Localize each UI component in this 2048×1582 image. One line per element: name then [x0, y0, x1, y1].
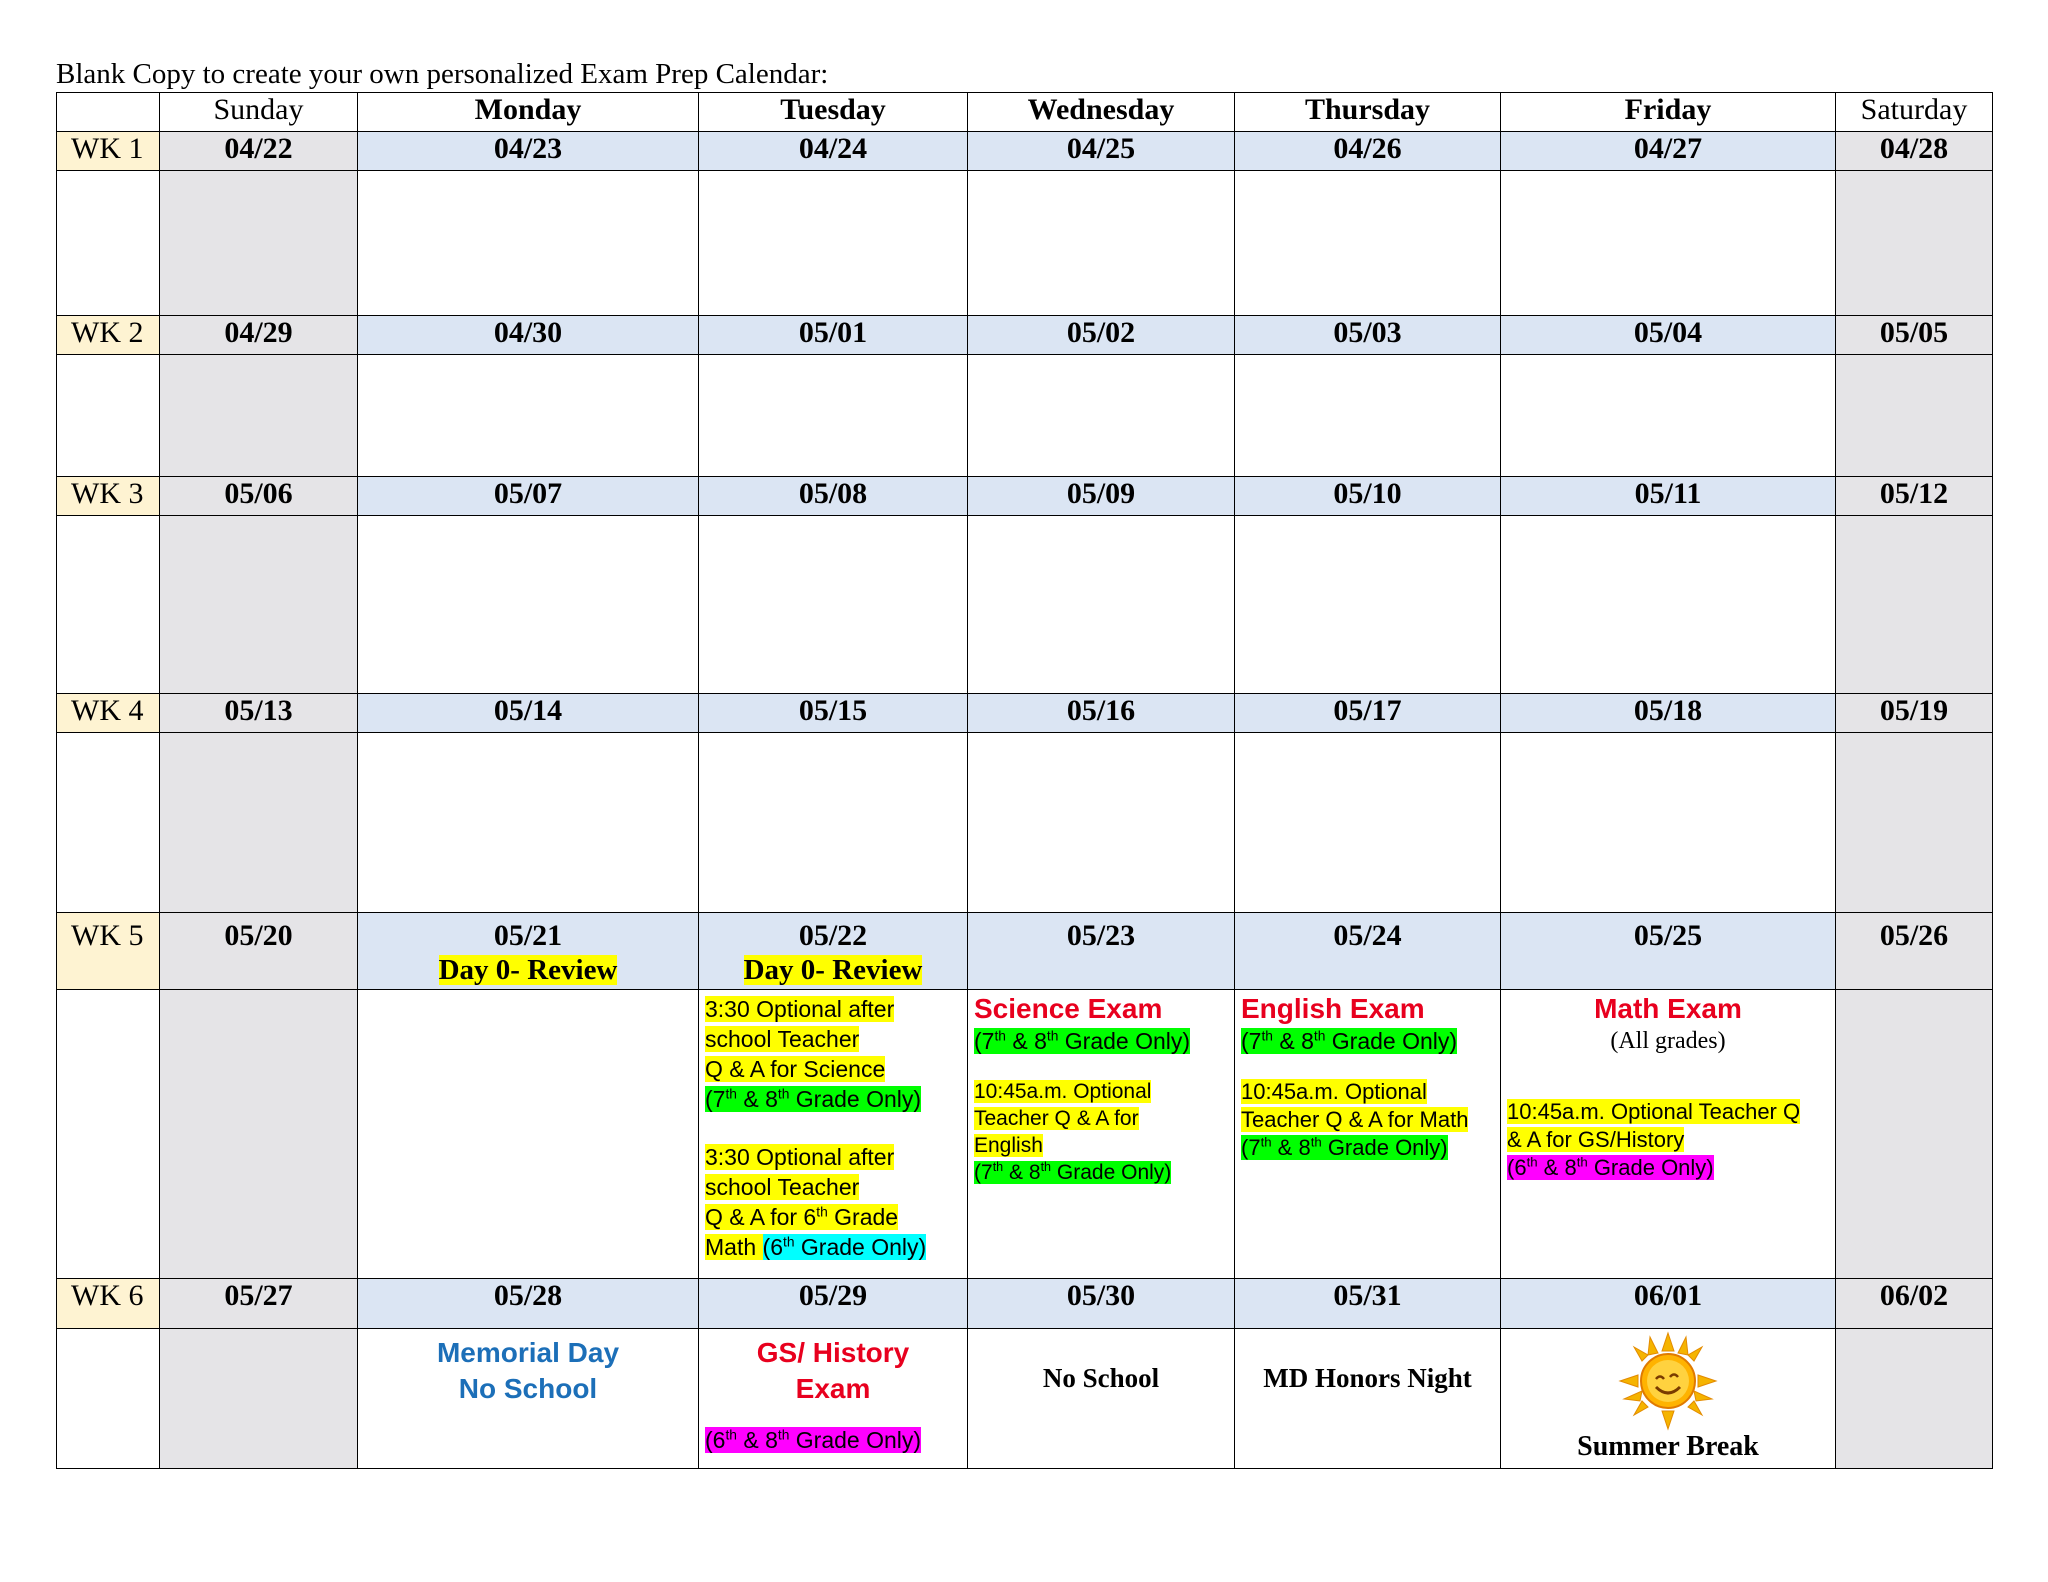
- date-cell: 05/18: [1501, 694, 1836, 733]
- day-cell[interactable]: [358, 1329, 699, 1469]
- day-cell[interactable]: [968, 990, 1235, 1279]
- date-cell: 05/28: [358, 1279, 699, 1329]
- date-cell: 05/26: [1836, 913, 1993, 990]
- note-line: Q & A for 6th Grade: [705, 1204, 899, 1230]
- day-cell[interactable]: [1235, 733, 1501, 913]
- date-cell: 06/01: [1501, 1279, 1836, 1329]
- date-cell: 05/05: [1836, 316, 1993, 355]
- science-exam-label: Science Exam: [974, 993, 1163, 1024]
- day-cell[interactable]: [1836, 990, 1993, 1279]
- note-line: school Teacher: [705, 1174, 860, 1200]
- date-text: 05/21: [493, 919, 563, 952]
- date-cell: 05/23: [968, 913, 1235, 990]
- page-title: Blank Copy to create your own personalized Exam Prep Calendar:: [56, 58, 829, 90]
- exam-calendar: [56, 92, 1993, 1469]
- day-cell[interactable]: [699, 733, 968, 913]
- blank-cell: [57, 355, 160, 477]
- all-grades-label: (All grades): [1610, 1028, 1726, 1054]
- day-cell[interactable]: [160, 171, 358, 316]
- week-6-dates: [57, 1279, 1993, 1329]
- week-1-dates: [57, 132, 1993, 171]
- day-cell[interactable]: [1836, 733, 1993, 913]
- day-cell[interactable]: [968, 171, 1235, 316]
- day-wednesday: Wednesday: [968, 93, 1235, 132]
- day-cell[interactable]: [1235, 990, 1501, 1279]
- date-cell: 04/22: [160, 132, 358, 171]
- week-4-body: [57, 733, 1993, 913]
- grade-note: (7th & 8th Grade Only): [1241, 1028, 1458, 1054]
- day-cell[interactable]: [1836, 1329, 1993, 1469]
- date-cell: 05/04: [1501, 316, 1836, 355]
- week-5-dates: [57, 913, 1993, 990]
- week-3-dates: [57, 477, 1993, 516]
- date-cell: 05/31: [1235, 1279, 1501, 1329]
- week-5-body: [57, 990, 1993, 1279]
- date-cell: 04/28: [1836, 132, 1993, 171]
- day-cell[interactable]: [699, 171, 968, 316]
- summer-break-label: Summer Break: [1577, 1431, 1759, 1462]
- date-cell: 05/14: [358, 694, 699, 733]
- date-cell: 04/27: [1501, 132, 1836, 171]
- date-cell: 05/17: [1235, 694, 1501, 733]
- date-cell: 05/19: [1836, 694, 1993, 733]
- day-cell[interactable]: [160, 355, 358, 477]
- day-cell[interactable]: [699, 516, 968, 694]
- gs-history-exam-label: GS/ History Exam: [756, 1337, 910, 1404]
- week-1-body: [57, 171, 1993, 316]
- day-cell[interactable]: [358, 733, 699, 913]
- date-cell: [358, 913, 699, 990]
- day-cell[interactable]: [358, 516, 699, 694]
- date-cell: 05/30: [968, 1279, 1235, 1329]
- grade-note: (6th & 8th Grade Only): [1507, 1154, 1714, 1180]
- blank-cell: [57, 990, 160, 1279]
- grade-note: (7th & 8th Grade Only): [1241, 1134, 1448, 1160]
- date-cell: [699, 913, 968, 990]
- day-monday: Monday: [358, 93, 699, 132]
- day-cell[interactable]: [968, 355, 1235, 477]
- day-cell[interactable]: [1235, 1329, 1501, 1469]
- grade-note: (7th & 8th Grade Only): [974, 1160, 1172, 1184]
- day-cell[interactable]: [1501, 990, 1836, 1279]
- date-cell: 04/30: [358, 316, 699, 355]
- memorial-day-label: Memorial Day No School: [436, 1337, 620, 1404]
- date-cell: 05/25: [1501, 913, 1836, 990]
- date-cell: 05/09: [968, 477, 1235, 516]
- date-cell: 05/12: [1836, 477, 1993, 516]
- day-cell[interactable]: [1235, 516, 1501, 694]
- week-label: WK 3: [57, 477, 160, 516]
- english-exam-label: English Exam: [1241, 993, 1425, 1024]
- day-cell[interactable]: [1501, 171, 1836, 316]
- day-cell[interactable]: [1836, 171, 1993, 316]
- day-cell[interactable]: [160, 990, 358, 1279]
- day-cell[interactable]: [160, 516, 358, 694]
- day-tuesday: Tuesday: [699, 93, 968, 132]
- date-cell: 05/01: [699, 316, 968, 355]
- week-label: WK 1: [57, 132, 160, 171]
- week-3-body: [57, 516, 1993, 694]
- day-friday: Friday: [1501, 93, 1836, 132]
- week-2-body: [57, 355, 1993, 477]
- date-cell: 04/24: [699, 132, 968, 171]
- day-cell[interactable]: [968, 733, 1235, 913]
- note-line: 3:30 Optional after: [705, 996, 895, 1022]
- date-cell: 05/20: [160, 913, 358, 990]
- grade-note: (6th Grade Only): [762, 1234, 927, 1260]
- day-saturday: Saturday: [1836, 93, 1993, 132]
- day-cell[interactable]: [358, 990, 699, 1279]
- grade-note: (7th & 8th Grade Only): [974, 1028, 1191, 1054]
- date-cell: 04/26: [1235, 132, 1501, 171]
- wednesday-notes: Science Exam (7th & 8th Grade Only) 10:45a.m. Optional Teacher Q & A for English (7th & 8th Grade Only): [968, 990, 1234, 1190]
- day-sunday: Sunday: [160, 93, 358, 132]
- day-cell[interactable]: [699, 355, 968, 477]
- date-cell: 05/29: [699, 1279, 968, 1329]
- date-cell: 05/24: [1235, 913, 1501, 990]
- gs-history-grade-note: (6th & 8th Grade Only): [705, 1427, 922, 1453]
- week-6-body: [57, 1329, 1993, 1469]
- day-cell[interactable]: [968, 1329, 1235, 1469]
- date-text: 05/22: [798, 919, 868, 952]
- date-cell: 05/15: [699, 694, 968, 733]
- day-cell[interactable]: [1836, 516, 1993, 694]
- week-label: WK 4: [57, 694, 160, 733]
- date-cell: 04/23: [358, 132, 699, 171]
- day-cell[interactable]: [358, 355, 699, 477]
- date-cell: 05/16: [968, 694, 1235, 733]
- note-line: 3:30 Optional after: [705, 1144, 895, 1170]
- day-cell[interactable]: [160, 1329, 358, 1469]
- note-line: Q & A for Science: [705, 1056, 886, 1082]
- blank-cell: [57, 1329, 160, 1469]
- day0-review-tag: Day 0- Review: [438, 954, 618, 986]
- day-cell[interactable]: [1501, 733, 1836, 913]
- date-cell: 05/07: [358, 477, 699, 516]
- date-cell: 05/11: [1501, 477, 1836, 516]
- blank-cell: [57, 516, 160, 694]
- day-cell[interactable]: [358, 171, 699, 316]
- grade-note: (7th & 8th Grade Only): [705, 1086, 922, 1112]
- week-label: WK 6: [57, 1279, 160, 1329]
- friday-notes: 10:45a.m. Optional Teacher Q & A for GS/History (6th & 8th Grade Only): [1507, 1099, 1801, 1180]
- blank-cell: [57, 171, 160, 316]
- day-cell[interactable]: [1501, 516, 1836, 694]
- week-2-dates: [57, 316, 1993, 355]
- date-cell: 05/06: [160, 477, 358, 516]
- day-cell[interactable]: [1235, 171, 1501, 316]
- day-cell[interactable]: [160, 733, 358, 913]
- date-cell: 06/02: [1836, 1279, 1993, 1329]
- day0-review-tag: Day 0- Review: [743, 954, 923, 986]
- week-label: WK 5: [57, 913, 160, 990]
- week-4-dates: [57, 694, 1993, 733]
- day-cell[interactable]: [699, 990, 968, 1279]
- date-cell: 04/29: [160, 316, 358, 355]
- thursday-notes: English Exam (7th & 8th Grade Only) 10:45a.m. Optional Teacher Q & A for Math (7th & 8th Grade Only): [1235, 990, 1500, 1166]
- tuesday-notes: [699, 990, 967, 1266]
- date-cell: 05/27: [160, 1279, 358, 1329]
- blank-cell: [57, 733, 160, 913]
- day-cell[interactable]: [1235, 355, 1501, 477]
- date-cell: 05/08: [699, 477, 968, 516]
- note-line: Math: [705, 1234, 763, 1260]
- day-cell[interactable]: [1836, 355, 1993, 477]
- day-header-row: [57, 93, 1993, 132]
- day-cell[interactable]: [1501, 355, 1836, 477]
- day-cell[interactable]: [1501, 1329, 1836, 1469]
- date-cell: 05/02: [968, 316, 1235, 355]
- sun-icon: [1618, 1331, 1718, 1431]
- date-cell: 05/03: [1235, 316, 1501, 355]
- honors-night-label: MD Honors Night: [1263, 1363, 1472, 1393]
- date-cell: 05/10: [1235, 477, 1501, 516]
- date-cell: 05/13: [160, 694, 358, 733]
- date-cell: 04/25: [968, 132, 1235, 171]
- math-exam-label: Math Exam: [1594, 993, 1742, 1024]
- note-line: school Teacher: [705, 1026, 860, 1052]
- day-thursday: Thursday: [1235, 93, 1501, 132]
- corner-cell: [57, 93, 160, 132]
- no-school-label: No School: [1042, 1363, 1160, 1393]
- week-label: WK 2: [57, 316, 160, 355]
- day-cell[interactable]: [699, 1329, 968, 1469]
- day-cell[interactable]: [968, 516, 1235, 694]
